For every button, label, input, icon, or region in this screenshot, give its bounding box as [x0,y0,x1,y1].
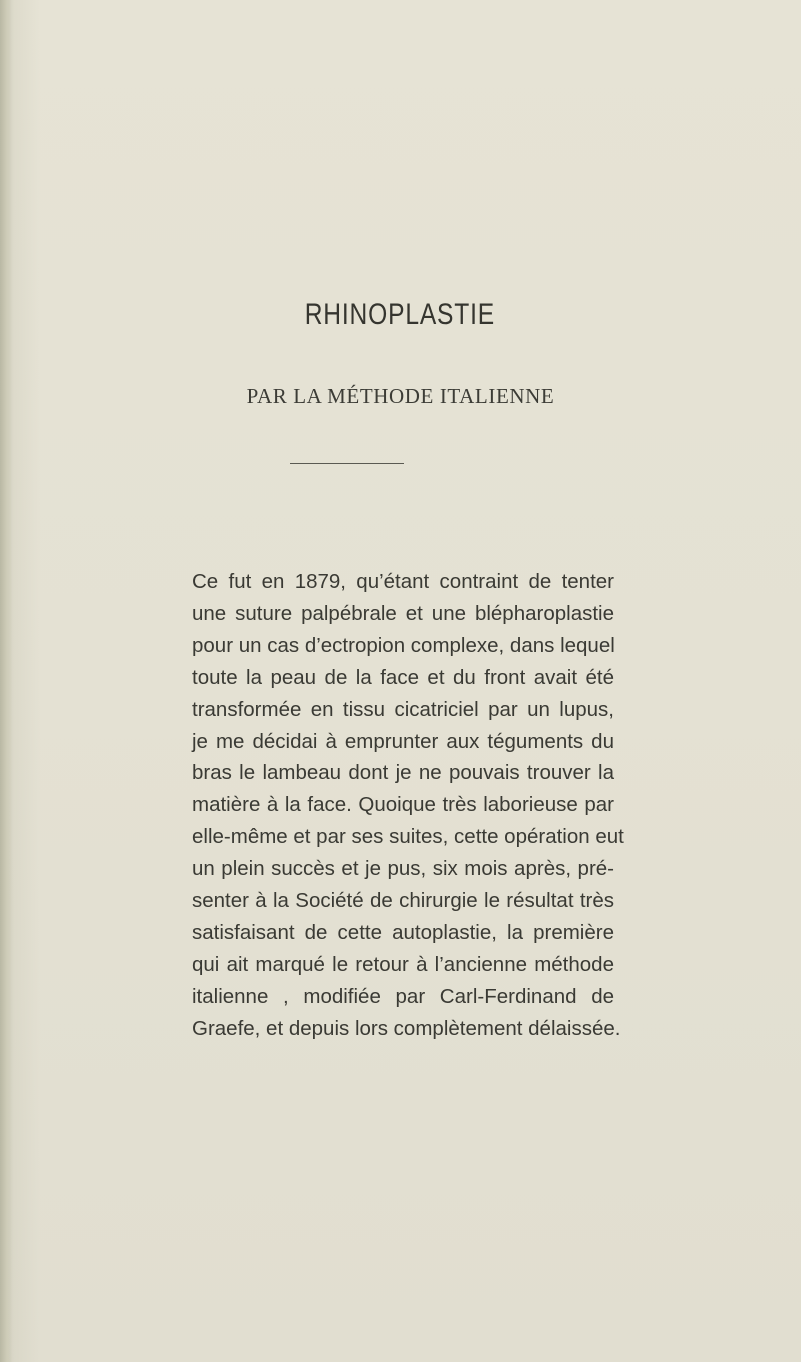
paragraph-line: italienne , modifiée par Carl-Ferdinand de [192,984,614,1008]
paragraph-line: Graefe, et depuis lors complètement délaissée. [192,1016,621,1040]
page-title: RHINOPLASTIE [304,298,496,331]
paragraph-line: senter à la Société de chirurgie le résultat très [192,889,614,913]
paragraph-line: Ce fut en 1879, qu’étant contraint de tenter [192,570,614,593]
paragraph-line: pour un cas d’ectropion complexe, dans lequel [192,633,615,657]
paragraph-line: qui ait marqué le retour à l’ancienne méthode [192,952,614,976]
paragraph-line: un plein succès et je pus, six mois après, pré- [192,857,614,881]
paragraph-line: bras le lambeau dont je ne pouvais trouver la [192,761,614,785]
paragraph-line: satisfaisant de cette autoplastie, la première [192,920,614,944]
page-subtitle: PAR LA MÉTHODE ITALIENNE [246,384,555,408]
paragraph-line: elle-même et par ses suites, cette opération eut [192,825,624,849]
paragraph-line: matière à la face. Quoique très laborieuse par [192,793,614,817]
paragraph-line: une suture palpébrale et une blépharoplastie [192,601,614,625]
body-paragraph [192,566,624,1045]
paragraph-line: transformée en tissu cicatriciel par un lupus, [192,697,614,721]
paragraph-line: je me décidai à emprunter aux téguments du [192,729,614,753]
page-binding-edge [0,0,12,1362]
divider-rule [290,463,404,464]
paragraph-line: toute la peau de la face et du front avait été [192,665,614,689]
